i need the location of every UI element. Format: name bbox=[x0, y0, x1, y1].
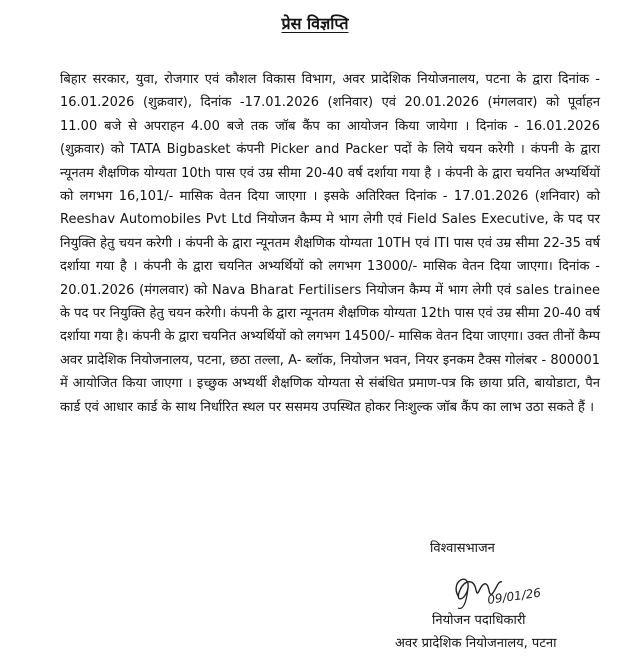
signatory-designation: नियोजन पदाधिकारी bbox=[432, 613, 526, 628]
signature-date: 09/01/26 bbox=[486, 585, 542, 607]
signatory-office: अवर प्रादेशिक नियोजनालय, पटना bbox=[395, 636, 557, 651]
closing-salutation: विश्वासभाजन bbox=[430, 541, 495, 556]
handwritten-signature bbox=[440, 560, 570, 612]
press-release-title-text: प्रेस विज्ञप्ति bbox=[281, 14, 349, 33]
press-release-title bbox=[0, 12, 630, 34]
press-release-body: बिहार सरकार, युवा, रोजगार एवं कौशल विकास विभाग, अवर प्रादेशिक नियोजनालय, पटना के द्वारा दिनांक - 16.01.2026 (शुक्रवार), दिनांक -17.01.2026 (शनिवार) एवं 20.01.2026 (मंगलवार) को पूर्वाहन 11.00 बजे से अपराहन 4.00 बजे तक जॉब कैंप का आयोजन किया जायेगा । दिनांक - 16.01.2026 (शुक्रवार) को TATA Bigbasket कंपनी Picker and Packer पदों के लिये चयन करेगी । कंपनी के द्वारा न्यूनतम शैक्षणिक योग्यता 10th पास एवं उम्र सीमा 20-40 वर्ष दर्शाया गया है । कंपनी के द्वारा चयनित अभ्यर्थियों को लगभग 16,101/- मासिक वेतन दिया जाएगा । इसके अतिरिक्त दिनांक - 17.01.2026 (शनिवार) को Reeshav Automobiles Pvt Ltd नियोजन कैम्प मे भाग लेगी एवं Field Sales Executive, के पद पर नियुक्ति हेतु चयन करेगी । कंपनी के द्वारा न्यूनतम शैक्षणिक योग्यता 10TH एवं ITI पास एवं उम्र सीमा 22-35 वर्ष दर्शाया गया है । कंपनी के द्वारा चयनित अभ्यर्थियों को लगभग 13000/- मासिक वेतन दिया जाएगा। दिनांक - 20.01.2026 (मंगलवार) को Nava Bharat Fertilisers नियोजन कैम्प में भाग लेगी एवं sales trainee के पद पर नियुक्ति हेतु चयन करेगी। कंपनी के द्वारा न्यूनतम शैक्षणिक योग्यता 12th पास एवं उम्र सीमा 20-40 वर्ष दर्शाया गया है। कंपनी के द्वारा चयनित अभ्यर्थियों को लगभग 14500/- मासिक वेतन दिया जाएगा। उक्त तीनों कैम्प अवर प्रादेशिक नियोजनालय, पटना, छठा तल्ला, A- ब्लॉक, नियोजन भवन, नियर इनकम टैक्स गोलंबर - 800001 में आयोजित किया जाएगा । इच्छुक अभ्यर्थी शैक्षणिक योग्यता से संबंधित प्रमाण-पत्र कि छाया प्रति, बायोडाटा, पैन कार्ड एवं आधार कार्ड के साथ निर्धारित स्थल पर ससमय उपस्थित होकर निःशुल्क जॉब कैंप का लाभ उठा सकते हैं । bbox=[60, 72, 600, 415]
